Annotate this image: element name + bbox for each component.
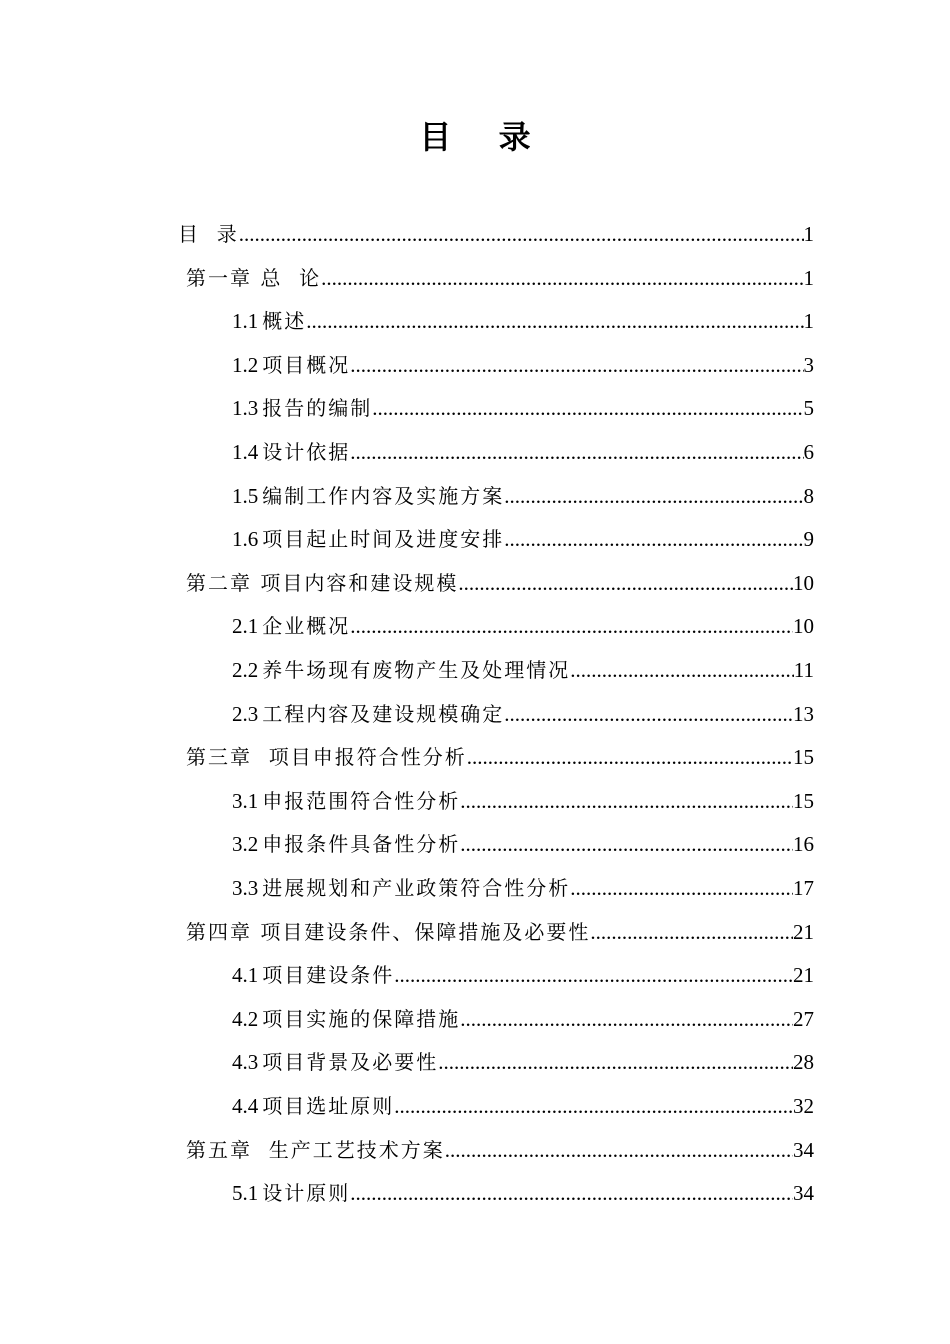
toc-entry-text: 进展规划和产业政策符合性分析 (262, 876, 571, 900)
toc-entry-label (232, 822, 460, 866)
toc-dot-leader (350, 343, 803, 387)
toc-entry-number: 2.3 (232, 701, 259, 726)
toc-entry[interactable] (232, 997, 814, 1041)
toc-entry-text: 工程内容及建设规模确定 (262, 701, 505, 726)
toc-entry-label (186, 1128, 445, 1172)
toc-page-number: 5 (803, 396, 814, 421)
toc-page-number: 16 (793, 832, 814, 857)
toc-page-number: 1 (803, 309, 814, 334)
toc-entry-text: 项目实施的保障措施 (262, 1006, 461, 1031)
toc-page-number: 10 (793, 570, 814, 595)
toc-page-number: 10 (793, 614, 814, 639)
toc-dot-leader (590, 910, 793, 954)
toc-page-number: 21 (793, 963, 814, 988)
toc-entry-number: 4.3 (232, 1050, 259, 1075)
toc-entry-number: 1.4 (232, 440, 259, 464)
toc-page-number: 11 (793, 658, 814, 682)
toc-entry-label (232, 474, 504, 518)
toc-entry[interactable] (232, 1084, 814, 1128)
toc-page-number: 17 (793, 876, 814, 900)
toc-page-number: 34 (793, 1181, 814, 1206)
toc-entry-text: 第一章 总 论 (186, 265, 322, 290)
toc-dot-leader (467, 735, 793, 779)
toc-entry-number: 2.1 (232, 614, 259, 639)
toc-entry[interactable] (232, 386, 814, 430)
toc-page-number: 27 (793, 1006, 814, 1031)
toc-entry[interactable] (186, 910, 814, 954)
toc-dot-leader (460, 822, 793, 866)
toc-entry[interactable] (232, 822, 814, 866)
toc-entry-text: 设计原则 (262, 1181, 351, 1206)
toc-dot-leader (504, 692, 793, 736)
toc-entry-label (186, 256, 321, 300)
toc-entry-label (232, 1040, 438, 1084)
toc-entry-label (232, 299, 306, 343)
toc-entry[interactable] (232, 1040, 814, 1084)
toc-entry-label (232, 517, 504, 561)
toc-dot-leader (570, 648, 794, 692)
toc-entry-number: 2.2 (232, 658, 259, 682)
toc-entry[interactable] (232, 648, 814, 692)
toc-entry-text: 编制工作内容及实施方案 (262, 483, 505, 508)
toc-dot-leader (350, 604, 793, 648)
toc-entry[interactable] (186, 561, 814, 605)
toc-entry-label (232, 997, 460, 1041)
toc-entry[interactable] (232, 779, 814, 823)
toc-page-number: 6 (803, 440, 814, 464)
toc-entry-label (232, 1084, 394, 1128)
toc-page-number: 21 (793, 919, 814, 944)
toc-entry[interactable] (232, 1171, 814, 1215)
toc-entry-label (186, 561, 458, 605)
toc-entry-label (186, 910, 590, 954)
toc-entry-text: 概述 (262, 309, 307, 334)
toc-dot-leader (239, 212, 804, 256)
toc-entry[interactable] (232, 692, 814, 736)
toc-entry-text: 申报范围符合性分析 (262, 788, 461, 813)
toc-page-number: 13 (793, 701, 814, 726)
toc-entry-number: 1.1 (232, 309, 259, 334)
toc-entry-label (186, 735, 467, 779)
toc-page-number: 3 (803, 352, 814, 377)
toc-entry-text: 第三章 项目申报符合性分析 (186, 745, 467, 770)
toc-entry-number: 3.3 (232, 876, 259, 900)
toc-entry-text: 第五章 生产工艺技术方案 (186, 1137, 445, 1162)
toc-entry-label (178, 212, 239, 256)
toc-page-number: 34 (793, 1137, 814, 1162)
toc-dot-leader (460, 997, 793, 1041)
toc-entry[interactable] (186, 735, 814, 779)
toc-entry[interactable] (232, 299, 814, 343)
toc-entry-label (232, 692, 504, 736)
toc-entry-label (232, 648, 570, 692)
toc-dot-leader (372, 386, 803, 430)
toc-entry-text: 项目建设条件 (262, 963, 395, 988)
toc-entry-number: 1.5 (232, 483, 259, 508)
toc-dot-leader (321, 256, 803, 300)
toc-dot-leader (460, 779, 793, 823)
toc-entry-label (232, 430, 350, 474)
toc-page-number: 1 (803, 265, 814, 290)
toc-entry-text: 项目概况 (262, 352, 351, 377)
toc-page-number: 8 (803, 483, 814, 508)
page-title: 目 录 (419, 118, 549, 156)
toc-entry[interactable] (232, 953, 814, 997)
toc-entry-text: 设计依据 (262, 440, 351, 464)
toc-page-number: 15 (793, 745, 814, 770)
toc-entry[interactable] (232, 866, 814, 910)
toc-entry-number: 1.3 (232, 396, 259, 421)
toc-page-number: 1 (803, 222, 814, 246)
toc-entry-number: 1.6 (232, 527, 259, 552)
toc-dot-leader (394, 953, 793, 997)
toc-entry-text: 项目起止时间及进度安排 (262, 527, 505, 552)
toc-entry-label (232, 604, 350, 648)
toc-entry-text: 目 录 (178, 222, 239, 246)
toc-entry-label (232, 866, 570, 910)
toc-dot-leader (458, 561, 793, 605)
toc-page-number: 15 (793, 788, 814, 813)
toc-entry-text: 第四章 项目建设条件、保障措施及必要性 (186, 919, 591, 944)
toc-entry[interactable] (186, 1128, 814, 1172)
toc-entry[interactable] (232, 430, 814, 474)
toc-entry[interactable] (186, 256, 814, 300)
toc-entry[interactable] (178, 212, 814, 256)
toc-entry-text: 项目选址原则 (262, 1094, 395, 1118)
toc-entry-number: 4.4 (232, 1094, 259, 1118)
toc-dot-leader (394, 1084, 793, 1128)
toc-entry[interactable] (232, 604, 814, 648)
toc-entry-text: 报告的编制 (262, 396, 373, 421)
toc-dot-leader (438, 1040, 793, 1084)
toc-entry-number: 5.1 (232, 1181, 259, 1206)
toc-dot-leader (306, 299, 803, 343)
toc-dot-leader (504, 517, 803, 561)
toc-entry-text: 养牛场现有废物产生及处理情况 (262, 658, 571, 682)
toc-entry-number: 3.1 (232, 788, 259, 813)
toc-entry-number: 4.2 (232, 1006, 259, 1031)
toc-entry-text: 项目背景及必要性 (262, 1050, 439, 1075)
toc-entry-text: 企业概况 (262, 614, 351, 639)
toc-entry-label (232, 386, 372, 430)
toc-dot-leader (504, 474, 803, 518)
toc-page-number: 28 (793, 1050, 814, 1075)
toc-entry-number: 1.2 (232, 352, 259, 377)
toc-entry[interactable] (232, 343, 814, 387)
toc-page-number: 32 (793, 1094, 814, 1118)
toc-entry-text: 第二章 项目内容和建设规模 (186, 570, 459, 595)
toc-entry-label (232, 343, 350, 387)
toc-entry-number: 4.1 (232, 963, 259, 988)
toc-page-number: 9 (803, 527, 814, 552)
toc-dot-leader (570, 866, 793, 910)
toc-dot-leader (350, 430, 803, 474)
toc-entry-label (232, 779, 460, 823)
toc-entry-label (232, 1171, 350, 1215)
toc-entry-number: 3.2 (232, 832, 259, 857)
toc-dot-leader (350, 1171, 793, 1215)
toc-dot-leader (445, 1128, 793, 1172)
toc-entry-text: 申报条件具备性分析 (262, 832, 461, 857)
toc-entry[interactable] (232, 517, 814, 561)
toc-entry-label (232, 953, 394, 997)
toc-entry[interactable] (232, 474, 814, 518)
